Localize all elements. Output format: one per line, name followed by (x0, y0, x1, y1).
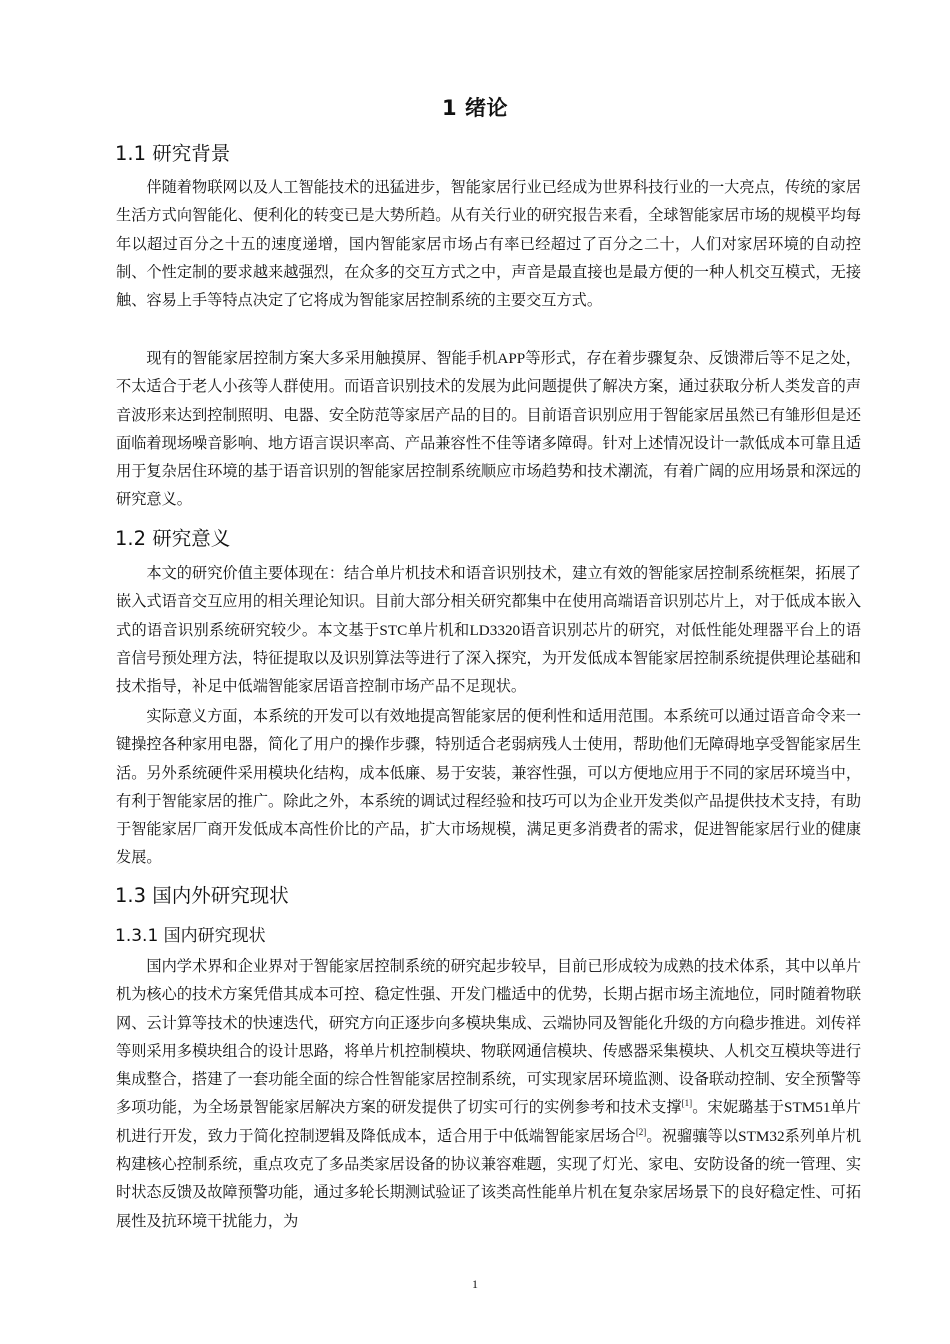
paragraph-text-part-1: 国内学术界和企业界对于智能家居控制系统的研究起步较早，目前已形成较为成熟的技术体系，其中以单片机为核心的技术方案凭借其成本可控、稳定性强、开发门槛适中的优势，长期占据市场主流地位，同时随着物联网、云计算等技术的快速迭代，研究方向正逐步向多模块集成、云端协同及智能化升级的方向稳步推进。刘传祥等则采用多模块组合的设计思路，将单片机控制模块、物联网通信模块、传感器采集模块、人机交互模块等进行集成整合，搭建了一套功能全面的综合性智能家居控制系统，可实现家居环境监测、设备联动控制、安全预警等多项功能，为全场景智能家居解决方案的研发提供了切实可行的实例参考和技术支撑 (116, 958, 861, 1117)
section-heading-1-3: 1.3 国内外研究现状 (115, 884, 289, 907)
paragraph-background-1: 伴随着物联网以及人工智能技术的迅猛进步，智能家居行业已经成为世界科技行业的一大亮点，传统的家居生活方式向智能化、便利化的转变已是大势所趋。从有关行业的研究报告来看，全球智能家居市场的规模平均每年以超过百分之十五的速度递增，国内智能家居市场占有率已经超过了百分之二十，人们对家居环境的自动控制、个性定制的要求越来越强烈，在众多的交互方式之中，声音是最直接也是最方便的一种人机交互模式，无接触、容易上手等特点决定了它将成为智能家居控制系统的主要交互方式。 (116, 179, 861, 310)
section-heading-1-1: 1.1 研究背景 (115, 142, 231, 165)
citation-ref-2[interactable]: [2] (635, 1126, 647, 1137)
chapter-title: 1 绪论 (442, 96, 508, 120)
paragraph-background-2: 现有的智能家居控制方案大多采用触摸屏、智能手机APP等形式，存在着步骤复杂、反馈滞后等不足之处，不太适合于老人小孩等人群使用。而语音识别技术的发展为此问题提供了解决方案，通过获取分析人类发音的声音波形来达到控制照明、电器、安全防范等家居产品的目的。目前语音识别应用于智能家居虽然已有雏形但是还面临着现场噪音影响、地方语言误识率高、产品兼容性不佳等诸多障碍。针对上述情况设计一款低成本可靠且适用于复杂居住环境的基于语音识别的智能家居控制系统顺应市场趋势和技术潮流，有着广阔的应用场景和深远的研究意义。 (116, 350, 861, 509)
section-heading-1-2: 1.2 研究意义 (115, 527, 231, 550)
paragraph-text-part-3: 。祝骝骧等以STM32系列单片机构建核心控制系统，重点攻克了多品类家居设备的协议兼容难题，实现了灯光、家电、安防设备的统一管理、实时状态反馈及故障预警功能，通过多轮长期测试验证了该类高性能单片机在复杂家居场景下的良好稳定性、可拓展性及抗环境干扰能力，为 (116, 1127, 862, 1230)
paragraph-text-part-2: 。宋妮璐基于STM51单片机进行开发，致力于简化控制逻辑及降低成本，适合用于中低端智能家居场合 (116, 1099, 861, 1145)
citation-ref-1[interactable]: [1] (681, 1098, 693, 1109)
paragraph-significance-1: 本文的研究价值主要体现在：结合单片机技术和语音识别技术，建立有效的智能家居控制系统框架，拓展了嵌入式语音交互应用的相关理论知识。目前大部分相关研究都集中在使用高端语音识别芯片上，对于低成本嵌入式的语音识别系统研究较少。本文基于STC单片机和LD3320语音识别芯片的研究，对低性能处理器平台上的语音信号预处理方法，特征提取以及识别算法等进行了深入探究，为开发低成本智能家居控制系统提供理论基础和技术指导，补足中低端智能家居语音控制市场产品不足现状。 (116, 565, 861, 696)
paragraph-significance-2: 实际意义方面，本系统的开发可以有效地提高智能家居的便利性和适用范围。本系统可以通过语音命令来一键操控各种家用电器，简化了用户的操作步骤，特别适合老弱病残人士使用，帮助他们无障碍地享受智能家居生活。另外系统硬件采用模块化结构，成本低廉、易于安装，兼容性强，可以方便地应用于不同的家居环境当中，有利于智能家居的推广。除此之外，本系统的调试过程经验和技巧可以为企业开发类似产品提供技术支持，有助于智能家居厂商开发低成本高性价比的产品，扩大市场规模，满足更多消费者的需求，促进智能家居行业的健康发展。 (116, 708, 861, 867)
page-number: 1 (472, 1277, 478, 1291)
subsection-heading-1-3-1: 1.3.1 国内研究现状 (115, 926, 266, 946)
paragraph-domestic-research (116, 953, 861, 1236)
